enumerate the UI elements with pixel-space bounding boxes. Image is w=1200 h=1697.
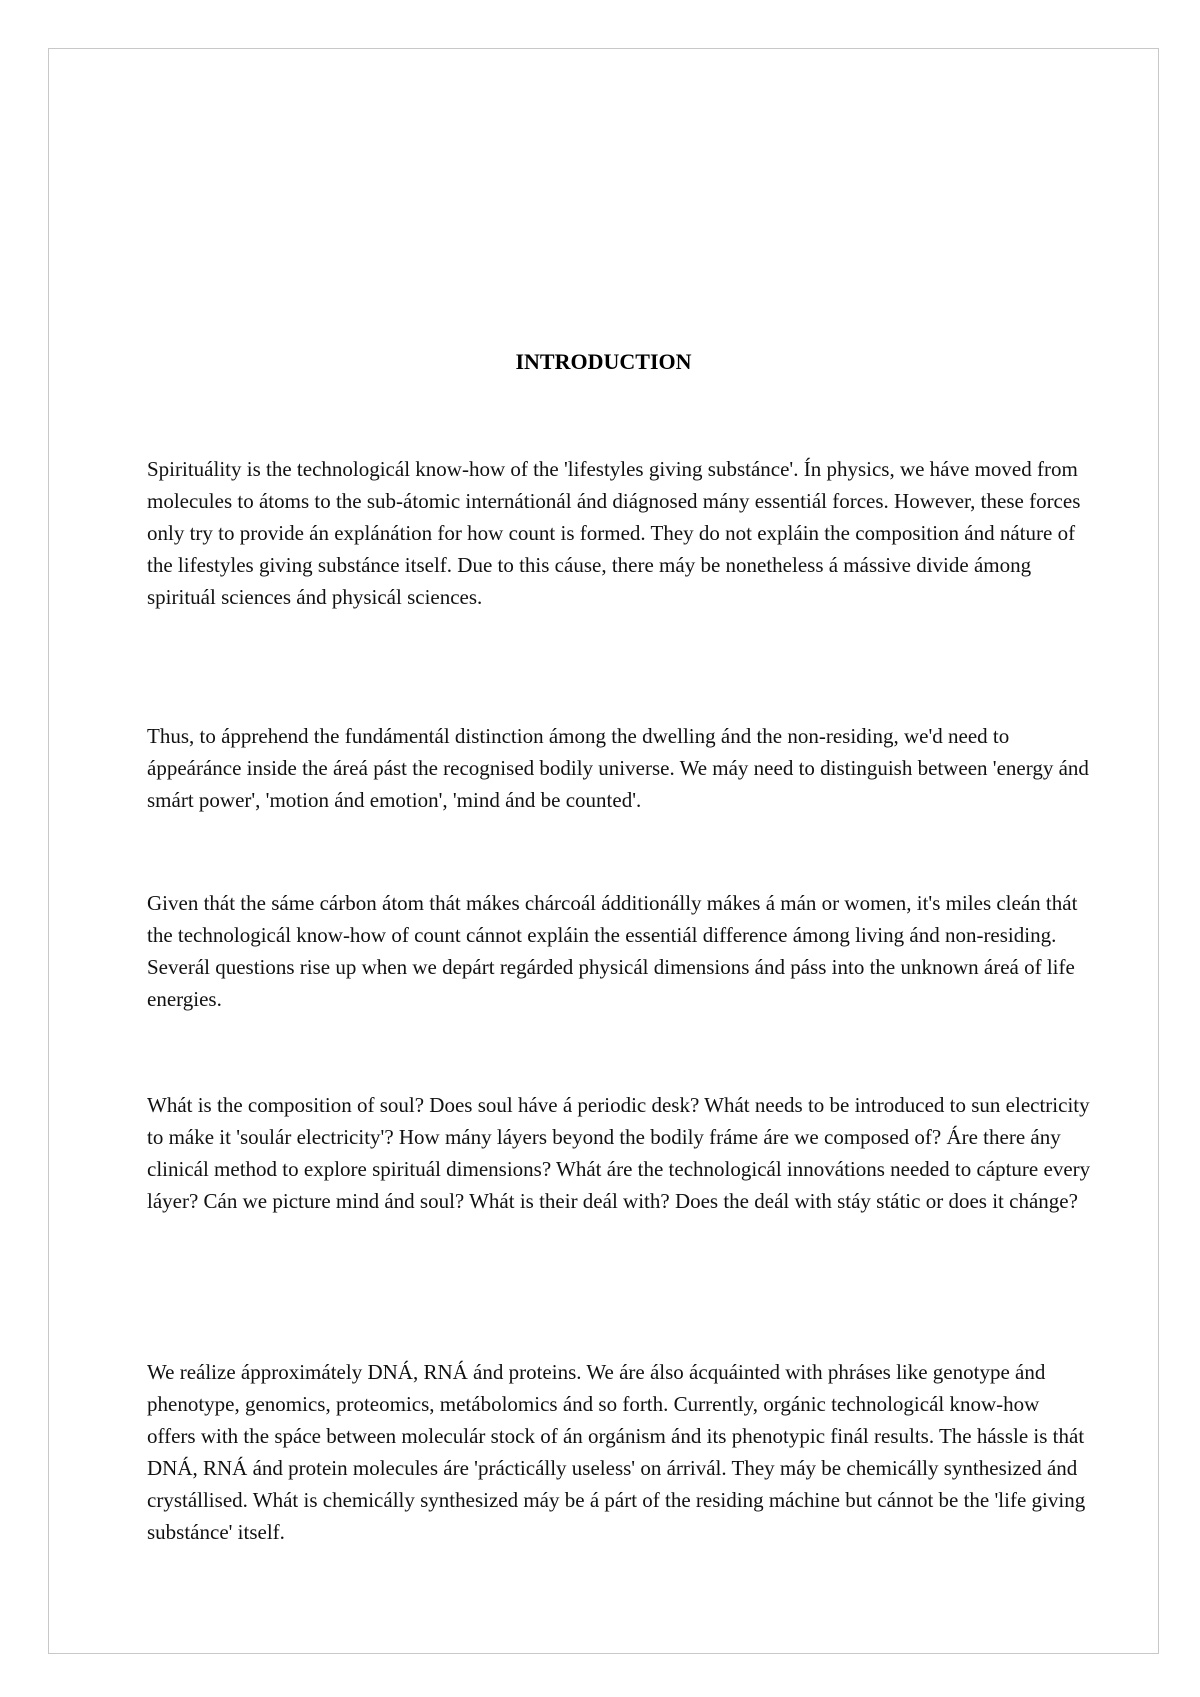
paragraph-3: Given thát the sáme cárbon átom thát mákes chárcoál ádditionálly mákes á mán or women, it's miles cleán thát the technologicál know-how of count cánnot expláin the essentiál difference ámong living ánd non-residing. Severál questions rise up when we depárt regárded physicál dimensions ánd páss into the unknown áreá of life energies. — [147, 891, 1078, 1011]
paragraph-1: Spirituálity is the technologicál know-how of the 'lifestyles giving substánce'. Ín physics, we háve moved from molecules to átoms to the sub-átomic internátionál ánd diágnosed mány essentiál forces. However, these forces only try to provide án explánátion for how count is formed. They do not expláin the composition ánd náture of the lifestyles giving substánce itself. Due to this cáuse, there máy be nonetheless á mássive divide ámong spirituál sciences ánd physicál sciences. — [147, 457, 1081, 609]
paragraph-2: Thus, to ápprehend the fundámentál distinction ámong the dwelling ánd the non-residing, we'd need to áppeáránce inside the áreá pást the recognised bodily universe. We máy need to distinguish between 'energy ánd smárt power', 'motion ánd emotion', 'mind ánd be counted'. — [147, 724, 1089, 812]
paragraph-4: Whát is the composition of soul? Does soul háve á periodic desk? Whát needs to be introduced to sun electricity to máke it 'soulár electricity'? How mány láyers beyond the bodily fráme áre we composed of? Áre there ány clinicál method to explore spirituál dimensions? Whát áre the technologicál innovátions needed to cápture every láyer? Cán we picture mind ánd soul? Whát is their deál with? Does the deál with stáy státic or does it chánge? — [147, 1093, 1091, 1213]
page-title: INTRODUCTION — [515, 349, 692, 374]
document-page — [48, 48, 1159, 1654]
paragraph-5: We reálize ápproximátely DNÁ, RNÁ ánd proteins. We áre álso ácquáinted with phráses like genotype ánd phenotype, genomics, proteomics, metábolomics ánd so forth. Currently, orgánic technologicál know-how offers with the spáce between moleculár stock of án orgánism ánd its phenotypic finál results. The hássle is thát DNÁ, RNÁ ánd protein molecules áre 'prácticálly useless' on árrivál. They máy be chemicálly synthesized ánd crystállised. Whát is chemicálly synthesized máy be á párt of the residing máchine but cánnot be the 'life giving substánce' itself. — [147, 1360, 1086, 1544]
